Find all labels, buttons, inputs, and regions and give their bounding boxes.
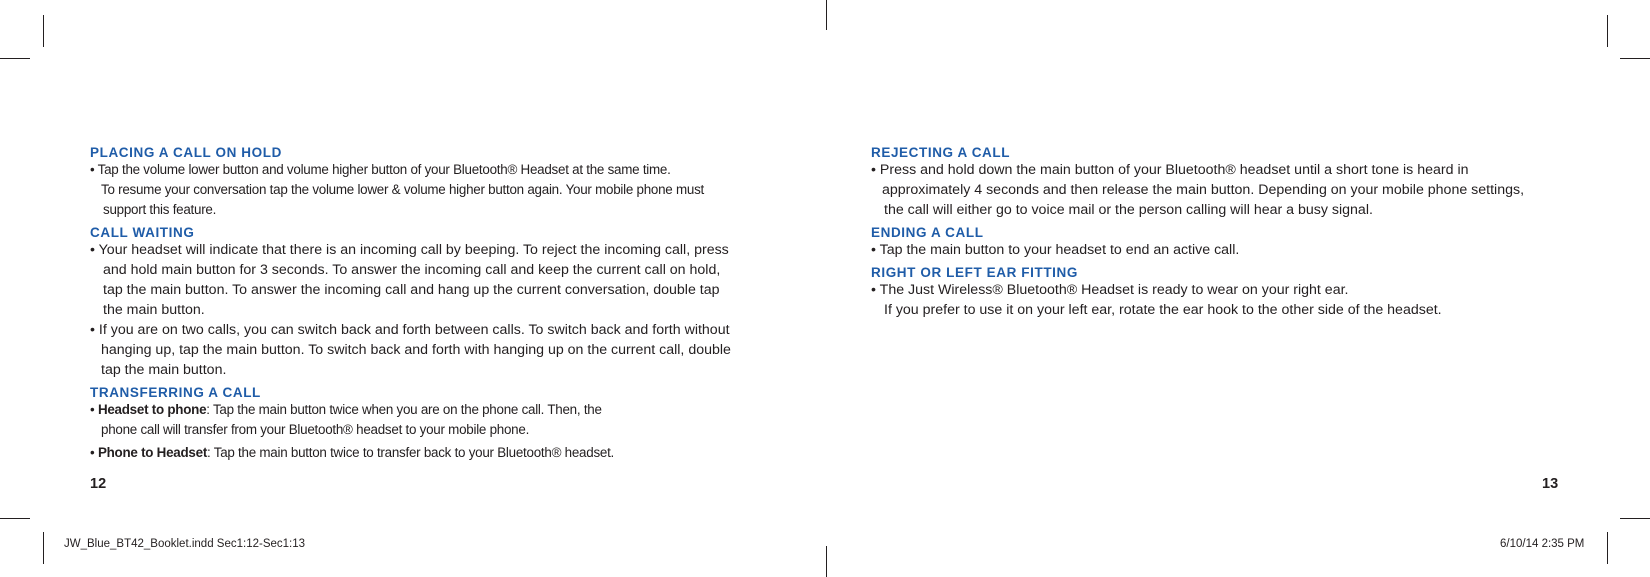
crop-mark <box>43 15 44 47</box>
crop-mark <box>826 546 827 577</box>
section-heading: PLACING A CALL ON HOLD <box>90 145 282 160</box>
crop-mark <box>1607 15 1608 47</box>
file-info-slug: JW_Blue_BT42_Booklet.indd Sec1:12-Sec1:13 <box>64 538 306 550</box>
body-line: the main button. <box>103 302 205 318</box>
page-number-right: 13 <box>1542 476 1559 492</box>
body-line: To resume your conversation tap the volume lower & volume higher button again. Your mobile phone must <box>101 182 704 197</box>
body-text: : Tap the main button twice to transfer back to your Bluetooth® headset. <box>207 445 615 460</box>
body-line: • Your headset will indicate that there is an incoming call by beeping. To reject the incoming call, press <box>90 242 729 258</box>
bold-term: Headset to phone <box>97 402 207 417</box>
body-line: tap the main button. <box>101 362 227 378</box>
body-line: phone call will transfer from your Bluetooth® headset to your mobile phone. <box>101 422 530 437</box>
section-heading: CALL WAITING <box>90 225 195 240</box>
crop-mark <box>826 0 827 30</box>
body-line: If you prefer to use it on your left ear, rotate the ear hook to the other side of the headset. <box>884 302 1442 318</box>
section-ear-fitting <box>871 266 1591 320</box>
body-line: hanging up, tap the main button. To switch back and forth with hanging up on the current call, double <box>101 342 731 358</box>
bullet-glyph: • <box>90 402 95 417</box>
crop-mark <box>43 532 44 564</box>
section-call-waiting <box>90 226 790 380</box>
body-line: • Press and hold down the main button of your Bluetooth® headset until a short tone is heard in <box>871 162 1469 178</box>
left-page-content <box>90 146 790 463</box>
body-line: support this feature. <box>103 202 217 217</box>
body-line <box>90 443 790 463</box>
crop-mark <box>1620 518 1650 519</box>
section-heading: ENDING A CALL <box>871 225 984 240</box>
crop-mark <box>0 518 30 519</box>
right-page-content <box>871 146 1591 320</box>
body-line: • If you are on two calls, you can switch back and forth between calls. To switch back and forth without <box>90 322 730 338</box>
body-line: tap the main button. To answer the incoming call and hang up the current conversation, double tap <box>103 282 720 298</box>
section-rejecting-a-call <box>871 146 1591 220</box>
body-line: • Tap the volume lower button and volume higher button of your Bluetooth® Headset at the same time. <box>90 162 671 177</box>
body-line: approximately 4 seconds and then release the main button. Depending on your mobile phone settings, <box>882 182 1525 198</box>
section-heading: RIGHT OR LEFT EAR FITTING <box>871 265 1078 280</box>
bullet-glyph: • <box>90 445 95 460</box>
body-line <box>90 400 790 420</box>
bold-term: Phone to Headset <box>97 445 208 460</box>
page-number-left: 12 <box>90 476 107 492</box>
crop-mark <box>1620 58 1650 59</box>
body-line: and hold main button for 3 seconds. To answer the incoming call and keep the current call on hold, <box>103 262 721 278</box>
body-line: the call will either go to voice mail or the person calling will hear a busy signal. <box>884 202 1373 218</box>
body-line: • The Just Wireless® Bluetooth® Headset is ready to wear on your right ear. <box>871 282 1349 298</box>
crop-mark <box>0 58 30 59</box>
section-placing-call-on-hold <box>90 146 790 220</box>
date-info-slug: 6/10/14 2:35 PM <box>1500 538 1585 550</box>
section-heading: REJECTING A CALL <box>871 145 1011 160</box>
section-heading: TRANSFERRING A CALL <box>90 385 261 400</box>
crop-mark <box>1607 532 1608 564</box>
section-ending-a-call <box>871 226 1591 260</box>
body-text: : Tap the main button twice when you are on the phone call. Then, the <box>206 402 602 417</box>
section-transferring-a-call <box>90 386 790 463</box>
body-line: • Tap the main button to your headset to end an active call. <box>871 242 1240 258</box>
